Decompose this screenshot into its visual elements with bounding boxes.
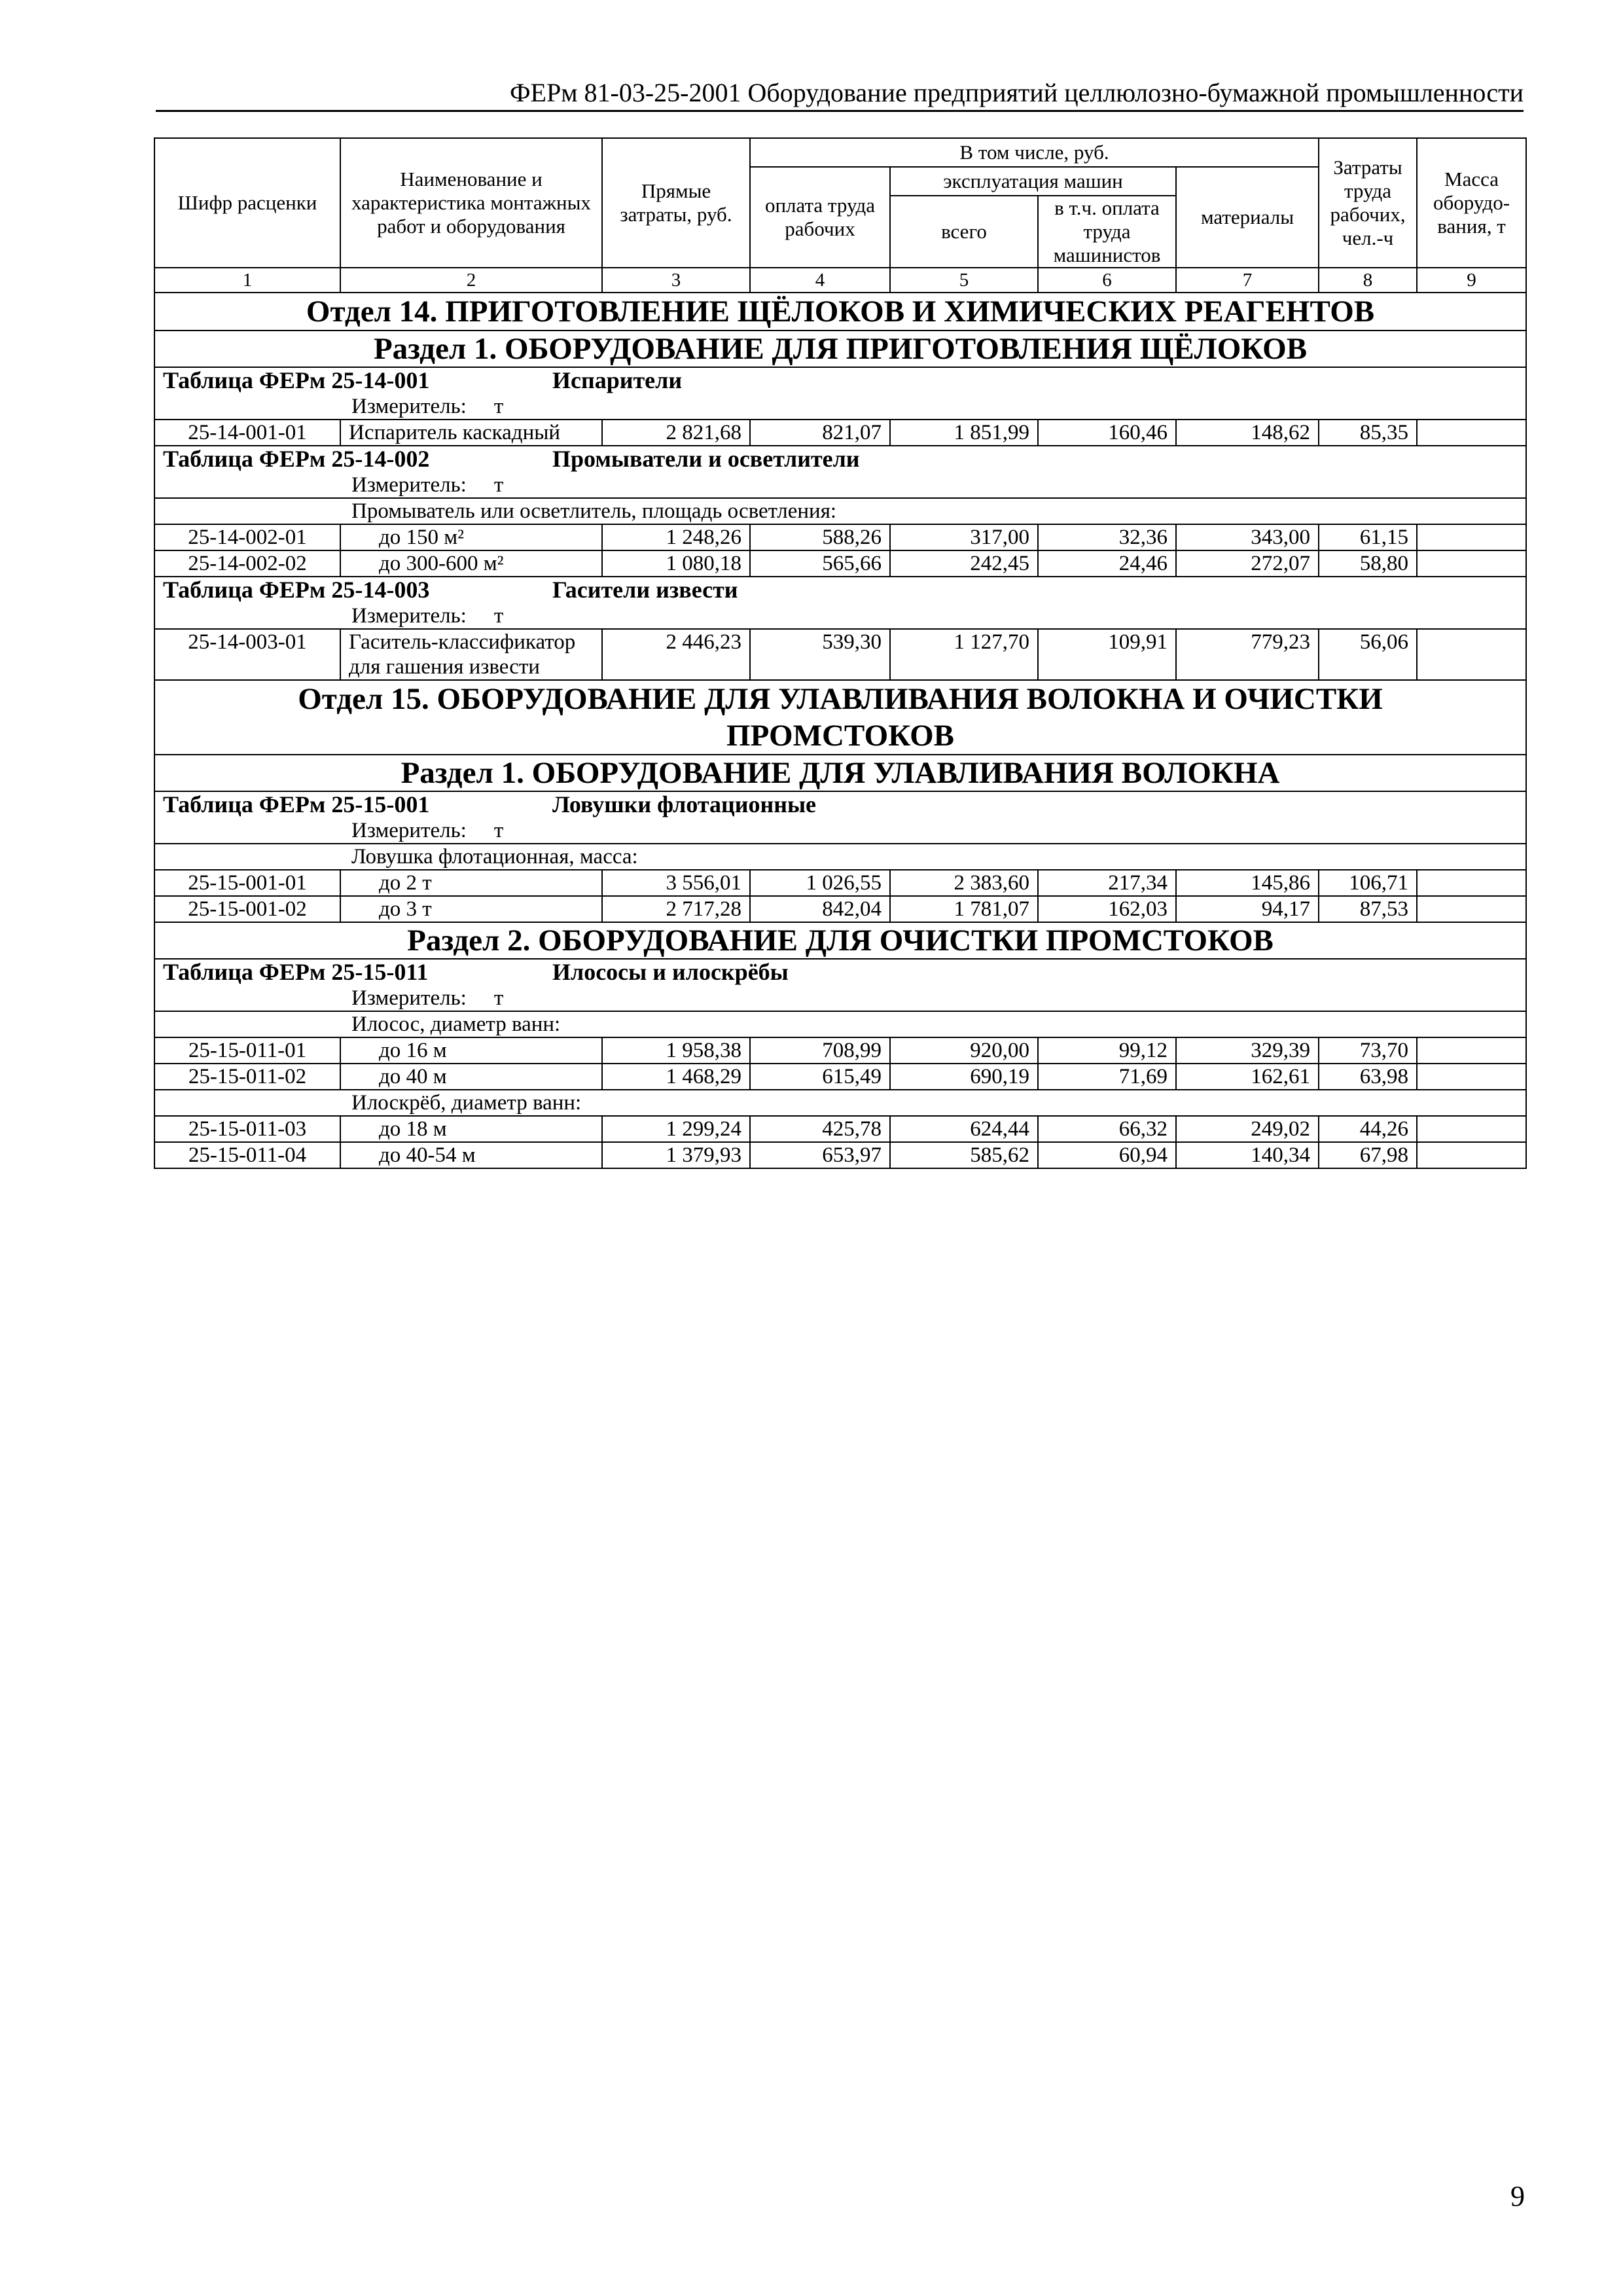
machines-operators: 71,69 <box>1038 1064 1176 1090</box>
header-direct-costs: Прямые затраты, руб. <box>602 138 750 268</box>
materials: 329,39 <box>1176 1037 1319 1064</box>
header-labor-pay: оплата труда рабочих <box>750 167 890 268</box>
group-row <box>154 1011 1526 1037</box>
machines-total: 920,00 <box>890 1037 1038 1064</box>
col-number: 5 <box>890 268 1038 293</box>
machines-operators: 24,46 <box>1038 550 1176 577</box>
direct-costs: 1 299,24 <box>602 1116 750 1142</box>
direct-costs: 2 717,28 <box>602 896 750 922</box>
direct-costs: 1 468,29 <box>602 1064 750 1090</box>
header-machines: эксплуатация машин <box>890 167 1176 196</box>
col-number: 7 <box>1176 268 1319 293</box>
measure-unit: т <box>493 473 504 497</box>
group-label: Промыватель или осветлитель, площадь осветления: <box>351 499 837 523</box>
rate-name: до 2 т <box>340 870 602 896</box>
machines-total: 585,62 <box>890 1142 1038 1168</box>
machines-total: 317,00 <box>890 524 1038 550</box>
header-rule <box>156 110 1524 112</box>
col-number: 1 <box>154 268 340 293</box>
header-including: В том числе, руб. <box>750 138 1319 167</box>
mass <box>1417 1142 1526 1168</box>
table-title <box>154 577 1526 603</box>
labor-hours: 85,35 <box>1319 420 1417 446</box>
table-row <box>154 1116 1526 1142</box>
table-row <box>154 1037 1526 1064</box>
table-row <box>154 524 1526 550</box>
table-row <box>154 896 1526 922</box>
direct-costs: 1 080,18 <box>602 550 750 577</box>
machines-total: 690,19 <box>890 1064 1038 1090</box>
machines-operators: 32,36 <box>1038 524 1176 550</box>
measure-unit: т <box>493 604 504 628</box>
labor-pay: 842,04 <box>750 896 890 922</box>
labor-pay: 588,26 <box>750 524 890 550</box>
table-code: Таблица ФЕРм 25-14-003 <box>163 577 430 603</box>
materials: 343,00 <box>1176 524 1319 550</box>
rate-code: 25-15-001-01 <box>154 870 340 896</box>
measure-label: Измеритель: <box>351 986 467 1010</box>
table-name: Илососы и илоскрёбы <box>552 959 789 985</box>
table-row <box>154 629 1526 680</box>
machines-operators: 217,34 <box>1038 870 1176 896</box>
razdel-heading: Раздел 2. ОБОРУДОВАНИЕ ДЛЯ ОЧИСТКИ ПРОМСТОКОВ <box>154 922 1526 959</box>
machines-total: 242,45 <box>890 550 1038 577</box>
mass <box>1417 896 1526 922</box>
group-label: Ловушка флотационная, масса: <box>351 845 638 869</box>
header-mass: Масса оборудо-вания, т <box>1417 138 1526 268</box>
measure-label: Измеритель: <box>351 604 467 628</box>
mass <box>1417 1037 1526 1064</box>
direct-costs: 2 821,68 <box>602 420 750 446</box>
materials: 148,62 <box>1176 420 1319 446</box>
materials: 140,34 <box>1176 1142 1319 1168</box>
mass <box>1417 629 1526 680</box>
direct-costs: 3 556,01 <box>602 870 750 896</box>
mass <box>1417 550 1526 577</box>
labor-hours: 73,70 <box>1319 1037 1417 1064</box>
norms-table <box>154 137 1527 1169</box>
group-label: Илосос, диаметр ванн: <box>351 1013 561 1036</box>
group-row <box>154 1090 1526 1116</box>
col-number: 6 <box>1038 268 1176 293</box>
table-name: Испарители <box>552 367 683 393</box>
table-code: Таблица ФЕРм 25-14-001 <box>163 367 430 393</box>
group-row <box>154 844 1526 870</box>
labor-pay: 539,30 <box>750 629 890 680</box>
col-number: 2 <box>340 268 602 293</box>
rate-name: до 16 м <box>340 1037 602 1064</box>
table-row <box>154 870 1526 896</box>
machines-total: 1 781,07 <box>890 896 1038 922</box>
rate-code: 25-15-011-04 <box>154 1142 340 1168</box>
labor-pay: 565,66 <box>750 550 890 577</box>
machines-operators: 109,91 <box>1038 629 1176 680</box>
measure-label: Измеритель: <box>351 395 467 418</box>
labor-hours: 106,71 <box>1319 870 1417 896</box>
col-number: 8 <box>1319 268 1417 293</box>
measure-unit: т <box>493 395 504 418</box>
table-code: Таблица ФЕРм 25-15-001 <box>163 791 430 817</box>
header-name: Наименование и характеристика монтажных работ и оборудования <box>340 138 602 268</box>
machines-operators: 66,32 <box>1038 1116 1176 1142</box>
labor-pay: 615,49 <box>750 1064 890 1090</box>
col-number: 9 <box>1417 268 1526 293</box>
rate-name: до 150 м² <box>340 524 602 550</box>
table-name: Ловушки флотационные <box>552 791 817 817</box>
materials: 162,61 <box>1176 1064 1319 1090</box>
machines-operators: 160,46 <box>1038 420 1176 446</box>
machines-operators: 162,03 <box>1038 896 1176 922</box>
header-machines-operators: в т.ч. оплата труда машинистов <box>1038 196 1176 268</box>
measure-row <box>154 986 1526 1011</box>
machines-total: 2 383,60 <box>890 870 1038 896</box>
rate-name: Гаситель-классификатор для гашения извести <box>340 629 602 680</box>
header-machines-total: всего <box>890 196 1038 268</box>
table-code: Таблица ФЕРм 25-14-002 <box>163 446 430 472</box>
rate-name: до 300-600 м² <box>340 550 602 577</box>
header-labor-hours: Затраты труда рабочих, чел.-ч <box>1319 138 1417 268</box>
labor-hours: 61,15 <box>1319 524 1417 550</box>
labor-hours: 44,26 <box>1319 1116 1417 1142</box>
table-name: Промыватели и осветлители <box>552 446 860 472</box>
header-code: Шифр расценки <box>154 138 340 268</box>
col-number: 4 <box>750 268 890 293</box>
machines-operators: 99,12 <box>1038 1037 1176 1064</box>
rate-code: 25-14-003-01 <box>154 629 340 680</box>
labor-hours: 87,53 <box>1319 896 1417 922</box>
group-row <box>154 498 1526 524</box>
materials: 249,02 <box>1176 1116 1319 1142</box>
measure-label: Измеритель: <box>351 819 467 842</box>
measure-row <box>154 818 1526 844</box>
rate-code: 25-15-011-02 <box>154 1064 340 1090</box>
labor-pay: 425,78 <box>750 1116 890 1142</box>
table-row <box>154 420 1526 446</box>
measure-unit: т <box>493 819 504 842</box>
materials: 145,86 <box>1176 870 1319 896</box>
group-label: Илоскрёб, диаметр ванн: <box>351 1091 582 1115</box>
table-row <box>154 550 1526 577</box>
labor-hours: 58,80 <box>1319 550 1417 577</box>
rate-code: 25-15-011-01 <box>154 1037 340 1064</box>
machines-total: 1 127,70 <box>890 629 1038 680</box>
rate-code: 25-14-002-01 <box>154 524 340 550</box>
table-code: Таблица ФЕРм 25-15-011 <box>163 959 429 985</box>
table-header <box>154 138 1526 293</box>
direct-costs: 1 958,38 <box>602 1037 750 1064</box>
direct-costs: 2 446,23 <box>602 629 750 680</box>
labor-pay: 653,97 <box>750 1142 890 1168</box>
col-number: 3 <box>602 268 750 293</box>
labor-pay: 1 026,55 <box>750 870 890 896</box>
mass <box>1417 870 1526 896</box>
rate-code: 25-15-011-03 <box>154 1116 340 1142</box>
mass <box>1417 1116 1526 1142</box>
labor-pay: 708,99 <box>750 1037 890 1064</box>
materials: 94,17 <box>1176 896 1319 922</box>
table-title <box>154 791 1526 818</box>
razdel-heading: Раздел 1. ОБОРУДОВАНИЕ ДЛЯ УЛАВЛИВАНИЯ ВОЛОКНА <box>154 755 1526 791</box>
razdel-heading: Раздел 1. ОБОРУДОВАНИЕ ДЛЯ ПРИГОТОВЛЕНИЯ ЩЁЛОКОВ <box>154 331 1526 367</box>
rate-code: 25-14-002-02 <box>154 550 340 577</box>
rate-name: до 3 т <box>340 896 602 922</box>
labor-pay: 821,07 <box>750 420 890 446</box>
machines-total: 624,44 <box>890 1116 1038 1142</box>
rate-name: до 18 м <box>340 1116 602 1142</box>
header-materials: материалы <box>1176 167 1319 268</box>
measure-label: Измеритель: <box>351 473 467 497</box>
table-title <box>154 446 1526 473</box>
mass <box>1417 524 1526 550</box>
table-title <box>154 959 1526 986</box>
otdel-heading: Отдел 14. ПРИГОТОВЛЕНИЕ ЩЁЛОКОВ И ХИМИЧЕСКИХ РЕАГЕНТОВ <box>154 293 1526 331</box>
measure-unit: т <box>493 986 504 1010</box>
measure-row <box>154 394 1526 420</box>
rate-name: до 40-54 м <box>340 1142 602 1168</box>
materials: 779,23 <box>1176 629 1319 680</box>
labor-hours: 67,98 <box>1319 1142 1417 1168</box>
table-name: Гасители извести <box>552 577 738 603</box>
table-row <box>154 1064 1526 1090</box>
direct-costs: 1 379,93 <box>602 1142 750 1168</box>
rate-code: 25-14-001-01 <box>154 420 340 446</box>
measure-row <box>154 473 1526 498</box>
machines-total: 1 851,99 <box>890 420 1038 446</box>
page-number: 9 <box>1510 2180 1525 2212</box>
direct-costs: 1 248,26 <box>602 524 750 550</box>
labor-hours: 63,98 <box>1319 1064 1417 1090</box>
table-row <box>154 1142 1526 1168</box>
rate-name: Испаритель каскадный <box>340 420 602 446</box>
mass <box>1417 1064 1526 1090</box>
labor-hours: 56,06 <box>1319 629 1417 680</box>
otdel-heading: Отдел 15. ОБОРУДОВАНИЕ ДЛЯ УЛАВЛИВАНИЯ ВОЛОКНА И ОЧИСТКИ ПРОМСТОКОВ <box>154 680 1526 755</box>
running-header: ФЕРм 81-03-25-2001 Оборудование предприятий целлюлозно-бумажной промышленности <box>509 78 1524 107</box>
machines-operators: 60,94 <box>1038 1142 1176 1168</box>
measure-row <box>154 603 1526 629</box>
rate-name: до 40 м <box>340 1064 602 1090</box>
materials: 272,07 <box>1176 550 1319 577</box>
table-title <box>154 367 1526 394</box>
mass <box>1417 420 1526 446</box>
rate-code: 25-15-001-02 <box>154 896 340 922</box>
